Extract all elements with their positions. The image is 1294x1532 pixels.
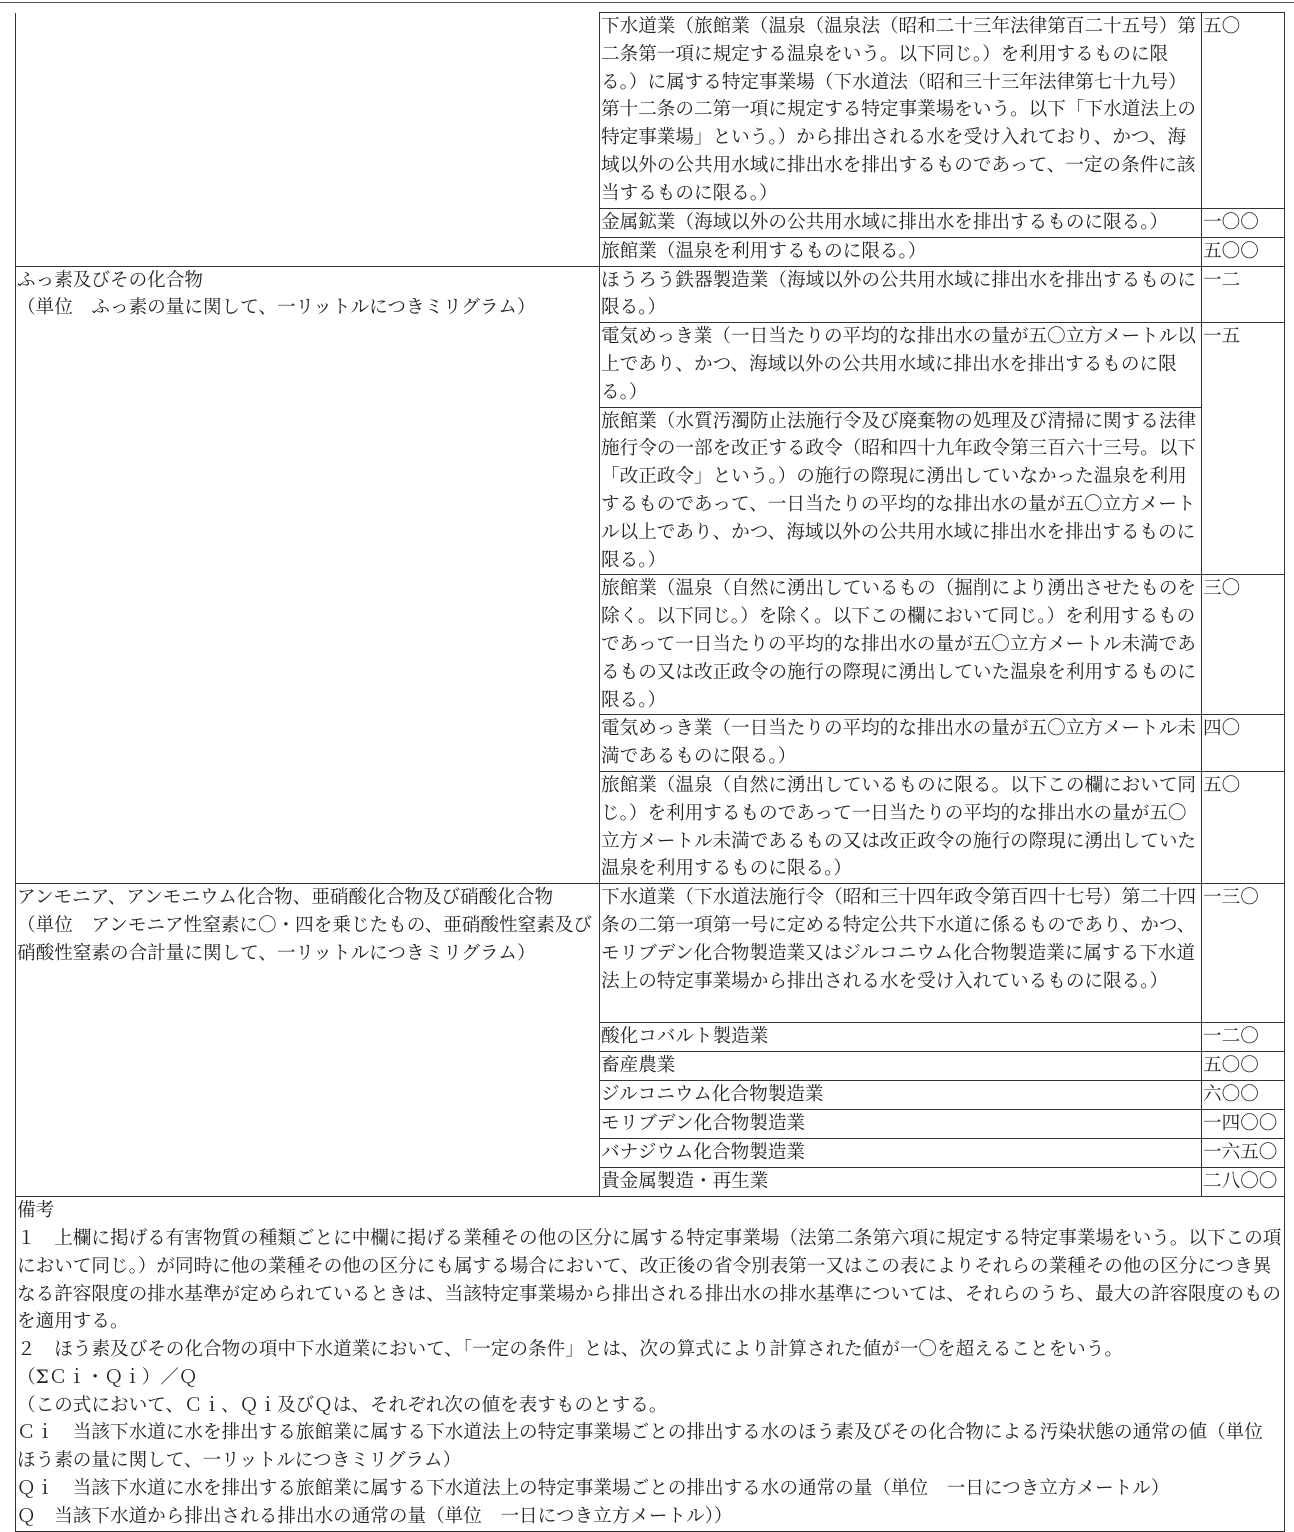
- industry-cell: 電気めっき業（一日当たりの平均的な排出水の量が五〇立方メートル未満であるものに限る。）: [600, 715, 1202, 772]
- remarks-cell: [16, 1197, 1285, 1532]
- definition-qi: Ｑｉ 当該下水道に水を排出する旅館業に属する下水道法上の特定事業場ごとの排出する水の通常の量（単位 一日につき立方メートル）: [17, 1478, 1170, 1500]
- industry-cell: 酸化コバルト製造業: [600, 1023, 1202, 1052]
- limit-value-cell: 一五: [1202, 323, 1285, 575]
- limit-value-cell: 一三〇: [1202, 884, 1285, 1023]
- limit-value-cell: 四〇: [1202, 715, 1285, 772]
- table-row: [16, 13, 1285, 209]
- limit-value-cell: 五〇: [1202, 771, 1285, 883]
- limit-value-cell: 一四〇〇: [1202, 1110, 1285, 1139]
- industry-cell: 旅館業（温泉（自然に湧出しているものに限る。以下この欄において同じ。）を利用するものであって一日当たりの平均的な排出水の量が五〇立方メートル未満であるもの又は改正政令の施行の際現に湧出していた温泉を利用するものに限る。）: [600, 771, 1202, 883]
- remarks-heading: 備考: [17, 1200, 55, 1222]
- table-row: [16, 266, 1285, 323]
- limit-value-cell: 六〇〇: [1202, 1081, 1285, 1110]
- industry-cell: 旅館業（温泉を利用するものに限る。）: [600, 237, 1202, 266]
- remark-item-2: ２ ほう素及びその化合物の項中下水道業において、「一定の条件」とは、次の算式により計算された値が一〇を超えることをいう。: [17, 1339, 1123, 1361]
- substance-cell: [16, 266, 600, 884]
- industry-cell: 旅館業（温泉（自然に湧出しているもの（掘削により湧出させたものを除く。以下同じ。）を除く。以下この欄において同じ。）を利用するものであって一日当たりの平均的な排出水の量が五〇立方メートル未満であるもの又は改正政令の施行の際現に湧出していた温泉を利用するものに限る。）: [600, 575, 1202, 715]
- limit-value-cell: 一二〇: [1202, 1023, 1285, 1052]
- formula: （ΣＣｉ・Ｑｉ）／Ｑ: [17, 1366, 198, 1388]
- remarks-row: [16, 1197, 1285, 1532]
- substance-name: アンモニア、アンモニウム化合物、亜硝酸化合物及び硝酸化合物: [17, 887, 554, 909]
- industry-cell: 貴金属製造・再生業: [600, 1168, 1202, 1197]
- industry-cell: ほうろう鉄器製造業（海域以外の公共用水域に排出水を排出するものに限る。）: [600, 266, 1202, 323]
- industry-cell: 金属鉱業（海域以外の公共用水域に排出水を排出するものに限る。）: [600, 208, 1202, 237]
- limit-value-cell: 一〇〇: [1202, 208, 1285, 237]
- effluent-standards-table: [15, 12, 1285, 1532]
- industry-cell: モリブデン化合物製造業: [600, 1110, 1202, 1139]
- limit-value-cell: 一二: [1202, 266, 1285, 323]
- definition-q: Ｑ 当該下水道から排出される排出水の通常の量（単位 一日につき立方メートル））: [17, 1505, 733, 1527]
- table-row: [16, 884, 1285, 1023]
- industry-cell: 旅館業（水質汚濁防止法施行令及び廃棄物の処理及び清掃に関する法律施行令の一部を改正する政令（昭和四十九年政令第三百六十三号。以下「改正政令」という。）の施行の際現に湧出していなかった温泉を利用するものであって、一日当たりの平均的な排出水の量が五〇立方メートル以上であり、かつ、海域以外の公共用水域に排出水を排出するものに限る。）: [600, 407, 1202, 575]
- substance-name: ふっ素及びその化合物: [17, 269, 203, 291]
- industry-cell: バナジウム化合物製造業: [600, 1139, 1202, 1168]
- industry-cell: 畜産農業: [600, 1052, 1202, 1081]
- remark-item-1: １ 上欄に掲げる有害物質の種類ごとに中欄に掲げる業種その他の区分に属する特定事業場（法第二条第六項に規定する特定事業場をいう。以下この項において同じ。）が同時に他の業種その他の区分にも属する場合において、改正後の省令別表第一又はこの表によりそれらの業種その他の区分につき異なる許容限度の排水基準が定められているときは、当該特定事業場から排出される排出水の排水基準については、それらのうち、最大の許容限度のものを適用する。: [17, 1227, 1282, 1333]
- limit-value-cell: 五〇〇: [1202, 237, 1285, 266]
- substance-cell: [16, 884, 600, 1197]
- limit-value-cell: 二八〇〇: [1202, 1168, 1285, 1197]
- formula-explanation: （この式において、Ｃｉ、Ｑｉ及びＱは、それぞれ次の値を表すものとする。: [17, 1394, 668, 1416]
- industry-cell: 下水道業（下水道法施行令（昭和三十四年政令第百四十七号）第二十四条の二第一項第一号に定める特定公共下水道に係るものであり、かつ、モリブデン化合物製造業又はジルコニウム化合物製造業に属する下水道法上の特定事業場から排出される水を受け入れているものに限る。）: [600, 884, 1202, 1023]
- industry-cell: ジルコニウム化合物製造業: [600, 1081, 1202, 1110]
- limit-value-cell: 五〇: [1202, 13, 1285, 209]
- substance-unit: （単位 ふっ素の量に関して、一リットルにつきミリグラム）: [17, 297, 536, 319]
- limit-value-cell: 一六五〇: [1202, 1139, 1285, 1168]
- industry-cell: 電気めっき業（一日当たりの平均的な排出水の量が五〇立方メートル以上であり、かつ、海域以外の公共用水域に排出水を排出するものに限る。）: [600, 323, 1202, 407]
- limit-value-cell: 三〇: [1202, 575, 1285, 715]
- limit-value-cell: 五〇〇: [1202, 1052, 1285, 1081]
- definition-ci: Ｃｉ 当該下水道に水を排出する旅館業に属する下水道法上の特定事業場ごとの排出する水のほう素及びその化合物による汚染状態の通常の値（単位 ほう素の量に関して、一リットルにつきミリグラム）: [17, 1422, 1282, 1472]
- substance-unit: （単位 アンモニア性窒素に〇・四を乗じたもの、亜硝酸性窒素及び硝酸性窒素の合計量に関して、一リットルにつきミリグラム）: [17, 914, 592, 964]
- top-rule: [0, 2, 1294, 3]
- industry-cell: 下水道業（旅館業（温泉（温泉法（昭和二十三年法律第百二十五号）第二条第一項に規定する温泉をいう。以下同じ。）を利用するものに限る。）に属する特定事業場（下水道法（昭和三十三年法律第七十九号）第十二条の二第一項に規定する特定事業場をいう。以下「下水道法上の特定事業場」という。）から排出される水を受け入れており、かつ、海域以外の公共用水域に排出水を排出するものであって、一定の条件に該当するものに限る。）: [600, 13, 1202, 209]
- substance-cell-continued: [16, 13, 600, 267]
